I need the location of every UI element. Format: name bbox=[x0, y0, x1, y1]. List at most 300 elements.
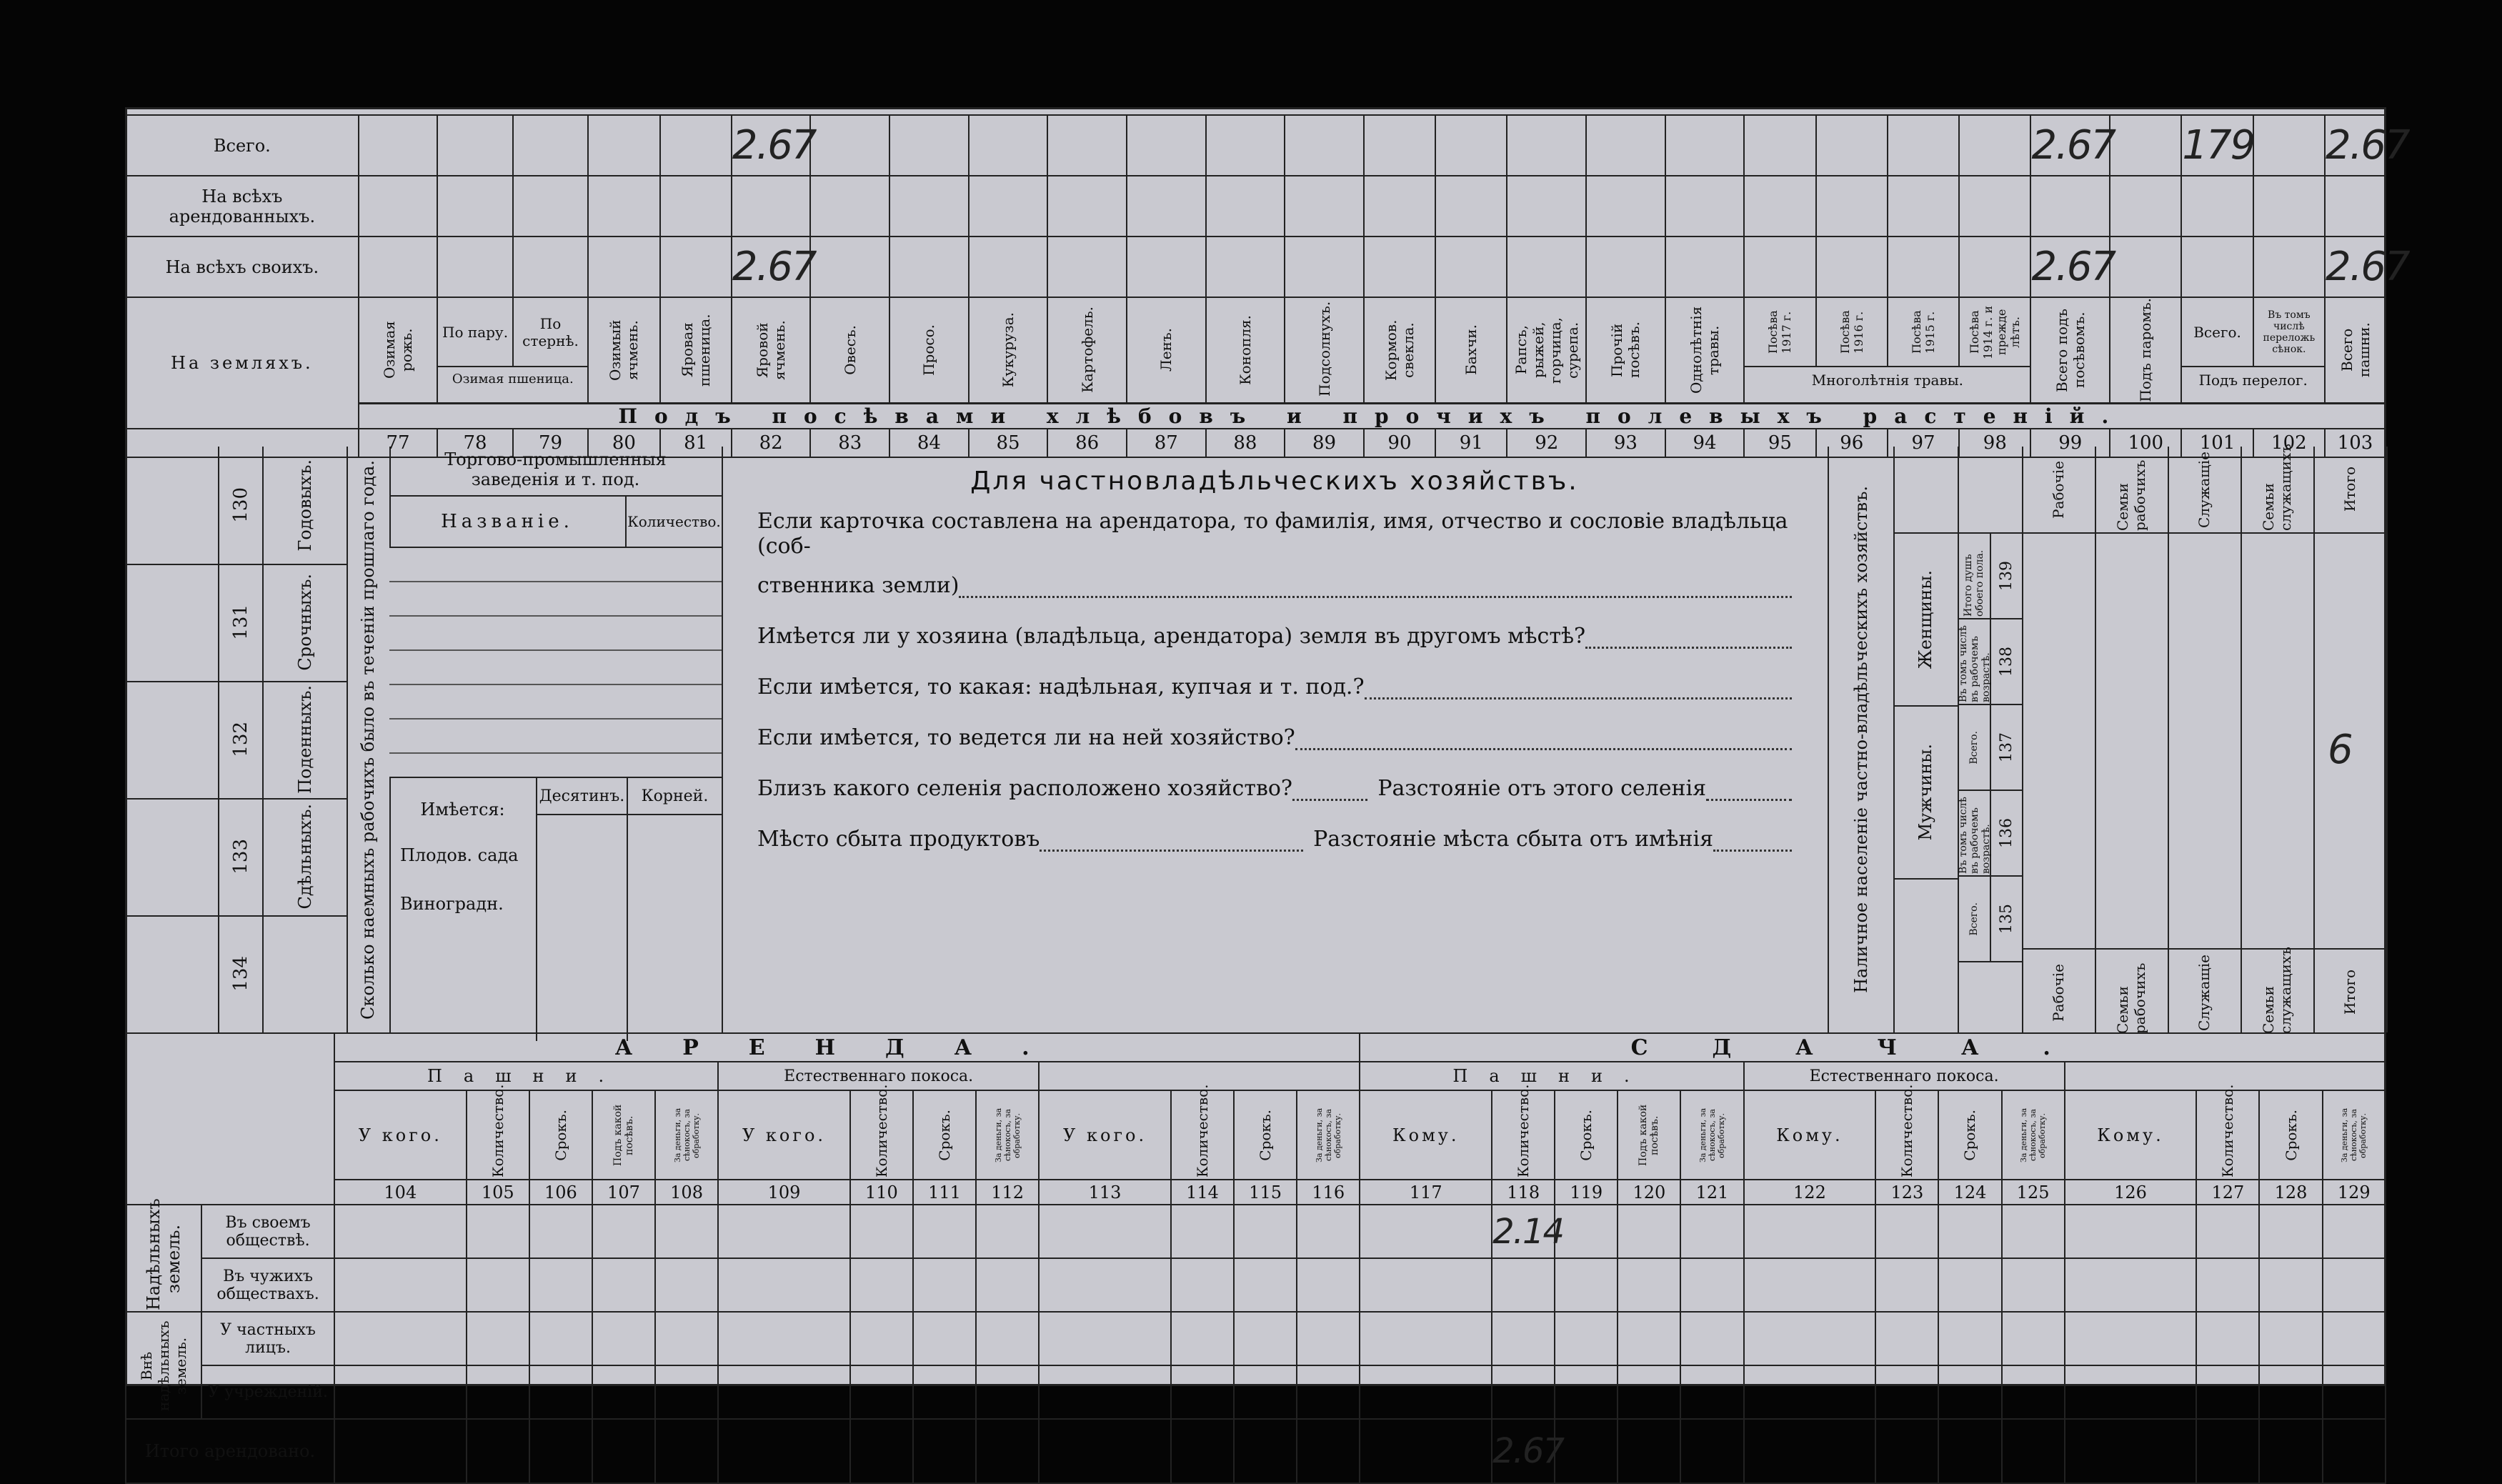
q1a: Если карточка составлена на арендатора, то фамилія, имя, отчество и сословіе владѣльца (соб- bbox=[757, 509, 1788, 559]
lease-table bbox=[125, 1032, 2386, 1484]
lease-cell bbox=[592, 1312, 655, 1365]
hired-col-label: Срочныхъ. bbox=[295, 574, 315, 671]
cell-r2-c0 bbox=[359, 236, 438, 297]
cell-r0-c4 bbox=[660, 115, 732, 176]
lease-cell bbox=[2323, 1258, 2386, 1312]
col-number: 100 bbox=[2110, 429, 2181, 457]
who-header: Кому. bbox=[1360, 1090, 1492, 1180]
lease-cell bbox=[592, 1205, 655, 1258]
col-label-87: Ленъ. bbox=[1157, 328, 1175, 372]
korney-header: Корней. bbox=[628, 778, 722, 815]
cell-r0-c15 bbox=[1507, 115, 1586, 176]
col-label-97: Посѣва 1915 г. bbox=[1910, 310, 1938, 354]
qty-header: Количество. bbox=[489, 1083, 507, 1177]
vineyard-label: Виноградн. bbox=[400, 894, 504, 914]
cell-r2-c17 bbox=[1665, 236, 1745, 297]
col-number: 105 bbox=[467, 1180, 529, 1205]
lease-cell bbox=[2065, 1419, 2197, 1483]
col-label-94: Однолѣтнія травы. bbox=[1687, 306, 1722, 394]
row-label-2: На всѣхъ своихъ. bbox=[126, 236, 359, 297]
lease-cell bbox=[718, 1312, 850, 1365]
cell-r2-c24 bbox=[2181, 236, 2253, 297]
col-number: 81 bbox=[660, 429, 732, 457]
col-number: 89 bbox=[1285, 429, 1364, 457]
lease-cell bbox=[2196, 1258, 2259, 1312]
lease-cell bbox=[1171, 1258, 1234, 1312]
payment-header: За деньги, за сѣнокосъ, за обработку. bbox=[2019, 1107, 2048, 1162]
who-header: У кого. bbox=[334, 1090, 467, 1180]
col-number: 124 bbox=[1938, 1180, 2001, 1205]
lease-cell bbox=[1744, 1205, 1876, 1258]
col-number: 90 bbox=[1364, 429, 1435, 457]
col-number: 121 bbox=[1680, 1180, 1743, 1205]
q5b: Разстояніе отъ этого селенія bbox=[1377, 776, 1706, 801]
lease-cell bbox=[1171, 1365, 1234, 1419]
col-number: 126 bbox=[2065, 1180, 2197, 1205]
cell-r0-c18 bbox=[1744, 115, 1815, 176]
lease-row-label: Въ чужихъ обществахъ. bbox=[201, 1258, 334, 1312]
term-header: Срокъ. bbox=[552, 1109, 569, 1161]
pop-label: Въ томъ числѣ въ рабочемъ возрастѣ. bbox=[1958, 625, 1992, 702]
qty-header: Количество. bbox=[872, 1083, 890, 1177]
lease-cell bbox=[1618, 1312, 1680, 1365]
qty-header: Количество. bbox=[1515, 1083, 1532, 1177]
lease-cell bbox=[1234, 1258, 1297, 1312]
staff-col-label-top: Рабочіе bbox=[2050, 460, 2067, 519]
lease-cell bbox=[1555, 1419, 1618, 1483]
lease-cell bbox=[913, 1205, 976, 1258]
lease-cell bbox=[467, 1365, 529, 1419]
cell-r1-c24 bbox=[2181, 176, 2253, 236]
sdacha-header: СДАЧА. bbox=[1360, 1033, 2386, 1062]
payment-header: За деньги, за сѣнокосъ, за обработку. bbox=[2340, 1107, 2368, 1162]
cell-r0-c2 bbox=[513, 115, 588, 176]
lease-row-label: У учрежденій. bbox=[201, 1365, 334, 1419]
cell-r1-c17 bbox=[1665, 176, 1745, 236]
cell-r2-c15 bbox=[1507, 236, 1586, 297]
lease-cell bbox=[334, 1419, 467, 1483]
trade-rows bbox=[389, 548, 722, 778]
lease-cell bbox=[2259, 1419, 2322, 1483]
lease-cell bbox=[913, 1312, 976, 1365]
q1b: ственника земли) bbox=[757, 573, 960, 598]
lease-cell bbox=[1297, 1365, 1360, 1419]
lease-cell bbox=[1171, 1419, 1234, 1483]
col-number: 113 bbox=[1039, 1180, 1171, 1205]
q6b: Разстояніе мѣста сбыта отъ имѣнія bbox=[1313, 827, 1713, 852]
cell-r2-c19 bbox=[1816, 236, 1888, 297]
col-number: 128 bbox=[2259, 1180, 2322, 1205]
lease-cell bbox=[1555, 1258, 1618, 1312]
staff-col-label-top: Семьи рабочихъ bbox=[2114, 459, 2148, 531]
lease-cell bbox=[1039, 1258, 1171, 1312]
cell-r2-c22 bbox=[2030, 236, 2115, 297]
pokos-header: Естественнаго покоса. bbox=[718, 1062, 1039, 1090]
lease-cell bbox=[1297, 1205, 1360, 1258]
cell-r2-c2 bbox=[513, 236, 588, 297]
col-number: 101 bbox=[2181, 429, 2253, 457]
trade-qty-header: Количество. bbox=[627, 513, 721, 530]
cell-r1-c19 bbox=[1816, 176, 1888, 236]
col-number: 103 bbox=[2325, 429, 2386, 457]
lease-cell bbox=[2323, 1365, 2386, 1419]
col-number: 86 bbox=[1047, 429, 1127, 457]
lease-cell bbox=[1039, 1419, 1171, 1483]
col-number: 114 bbox=[1171, 1180, 1234, 1205]
col-number: 92 bbox=[1507, 429, 1586, 457]
lease-cell bbox=[2065, 1365, 2197, 1419]
lease-cell bbox=[1492, 1365, 1555, 1419]
handwritten-value: 2.67 bbox=[2031, 244, 2115, 290]
cell-r1-c20 bbox=[1888, 176, 1959, 236]
lease-cell bbox=[467, 1419, 529, 1483]
col-number: 85 bbox=[969, 429, 1048, 457]
lease-cell bbox=[1234, 1205, 1297, 1258]
col-label-100: Подъ паромъ. bbox=[2137, 298, 2155, 402]
col-number: 91 bbox=[1435, 429, 1507, 457]
staff-col bbox=[2313, 447, 2388, 1032]
who-header: Кому. bbox=[1744, 1090, 1876, 1180]
lease-cell bbox=[1555, 1205, 1618, 1258]
lease-cell bbox=[976, 1312, 1039, 1365]
men-label: Мужчины. bbox=[1915, 744, 1935, 841]
cell-r1-c10 bbox=[1127, 176, 1206, 236]
garden-label: Плодов. сада bbox=[400, 845, 519, 865]
lease-cell bbox=[976, 1365, 1039, 1419]
col-number: 102 bbox=[2253, 429, 2325, 457]
col-label-79: По стернѣ. bbox=[522, 314, 579, 349]
lease-cell bbox=[1234, 1365, 1297, 1419]
lease-cell bbox=[1744, 1258, 1876, 1312]
lease-cell bbox=[1744, 1419, 1876, 1483]
vne-label: Внѣ надѣльныхъ земель. bbox=[138, 1320, 190, 1411]
term-header: Срокъ. bbox=[936, 1109, 954, 1161]
cell-r2-c13 bbox=[1364, 236, 1435, 297]
col-label-86: Картофель. bbox=[1078, 307, 1096, 394]
cell-r0-c22 bbox=[2030, 115, 2115, 176]
cell-r2-c18 bbox=[1744, 236, 1815, 297]
cell-r2-c1 bbox=[437, 236, 512, 297]
payment-header: За деньги, за сѣнокосъ, за обработку. bbox=[672, 1107, 701, 1162]
lease-cell bbox=[2323, 1419, 2386, 1483]
col-number: 125 bbox=[2002, 1180, 2065, 1205]
cell-r1-c22 bbox=[2030, 176, 2110, 236]
lease-cell bbox=[1938, 1205, 2001, 1258]
lease-cell bbox=[913, 1258, 976, 1312]
lease-cell bbox=[1297, 1419, 1360, 1483]
q2: Имѣется ли у хозяина (владѣльца, арендатора) земля въ другомъ мѣстѣ? bbox=[757, 624, 1586, 649]
q4: Если имѣется, то ведется ли на ней хозяйство? bbox=[757, 725, 1295, 750]
col-label-89: Подсолнухъ. bbox=[1315, 301, 1333, 397]
staff-col bbox=[2168, 447, 2242, 1032]
lease-cell bbox=[850, 1258, 913, 1312]
hired-label: Сколько наемныхъ рабочихъ было въ теченіи прошлаго года. bbox=[347, 447, 391, 1032]
cell-r1-c25 bbox=[2253, 176, 2325, 236]
pop-label: Всего. bbox=[1968, 730, 1980, 765]
cell-r1-c13 bbox=[1364, 176, 1435, 236]
who-header: Кому. bbox=[2065, 1090, 2197, 1180]
lease-cell bbox=[334, 1312, 467, 1365]
lease-cell bbox=[2196, 1312, 2259, 1365]
hired-row-132 bbox=[125, 681, 347, 800]
desyatin-header: Десятинъ. bbox=[537, 778, 627, 815]
lease-cell bbox=[1938, 1258, 2001, 1312]
cell-r1-c14 bbox=[1435, 176, 1507, 236]
staff-col bbox=[2095, 447, 2169, 1032]
lease-cell bbox=[1360, 1419, 1492, 1483]
col-number: 83 bbox=[810, 429, 889, 457]
pop-number: 139 bbox=[1998, 561, 2015, 591]
row-label-total: Итого арендовано. bbox=[126, 1419, 334, 1483]
col-label-103: Всего пашни. bbox=[2338, 322, 2373, 378]
lease-cell bbox=[718, 1205, 850, 1258]
col-label-77: Озимая рожь. bbox=[381, 321, 416, 379]
lease-cell bbox=[655, 1365, 718, 1419]
term-header: Срокъ. bbox=[1257, 1109, 1275, 1161]
lease-cell bbox=[1039, 1205, 1171, 1258]
term-header: Срокъ. bbox=[2282, 1109, 2300, 1161]
lease-cell bbox=[1875, 1312, 1938, 1365]
hired-col-number: 133 bbox=[230, 839, 251, 875]
perennial-label: Многолѣтнія травы. bbox=[1811, 372, 1963, 389]
staff-col-label-bottom: Семьи рабочихъ bbox=[2114, 962, 2148, 1034]
cell-r0-c3 bbox=[588, 115, 659, 176]
cell-r0-c23 bbox=[2110, 115, 2181, 176]
col-number: 82 bbox=[732, 429, 811, 457]
lease-cell bbox=[655, 1419, 718, 1483]
lease-cell bbox=[2196, 1205, 2259, 1258]
col-number: 104 bbox=[334, 1180, 467, 1205]
lease-cell bbox=[1744, 1365, 1876, 1419]
lease-cell bbox=[1039, 1365, 1171, 1419]
hired-col-label: Годовыхъ. bbox=[295, 459, 315, 552]
cell-r0-c16 bbox=[1586, 115, 1665, 176]
col-label-84: Просо. bbox=[920, 324, 938, 376]
staff-col-label-bottom: Семьи служащихъ bbox=[2260, 946, 2294, 1034]
cell-r1-c2 bbox=[513, 176, 588, 236]
lease-cell bbox=[850, 1365, 913, 1419]
arenda-header: АРЕНДА. bbox=[334, 1033, 1360, 1062]
lease-cell bbox=[655, 1205, 718, 1258]
lease-cell bbox=[334, 1365, 467, 1419]
cell-r1-c9 bbox=[1047, 176, 1127, 236]
col-number: 88 bbox=[1206, 429, 1285, 457]
lease-cell bbox=[976, 1419, 1039, 1483]
col-label-82: Яровой ячмень. bbox=[754, 319, 789, 380]
col-number: 99 bbox=[2030, 429, 2110, 457]
pashni-header: Пашни. bbox=[1360, 1062, 1743, 1090]
col-number: 112 bbox=[976, 1180, 1039, 1205]
lease-cell bbox=[850, 1419, 913, 1483]
lease-cell bbox=[1234, 1419, 1297, 1483]
col-number: 110 bbox=[850, 1180, 913, 1205]
col-number: 129 bbox=[2323, 1180, 2386, 1205]
hired-col-number: 130 bbox=[230, 487, 251, 523]
cell-r0-c17 bbox=[1665, 115, 1745, 176]
lease-cell bbox=[1555, 1312, 1618, 1365]
q5a: Близъ какого селенія расположено хозяйство? bbox=[757, 776, 1292, 801]
cell-r0-c21 bbox=[1959, 115, 2030, 176]
cell-r2-c10 bbox=[1127, 236, 1206, 297]
lease-cell bbox=[2259, 1205, 2322, 1258]
col-number: 119 bbox=[1555, 1180, 1618, 1205]
cell-r1-c7 bbox=[889, 176, 969, 236]
lease-cell bbox=[1297, 1258, 1360, 1312]
col-label-96: Посѣва 1916 г. bbox=[1838, 310, 1865, 354]
staff-col-label-top: Служащіе bbox=[2196, 451, 2213, 528]
staff-col-label-bottom: Служащіе bbox=[2196, 954, 2213, 1031]
col-number: 117 bbox=[1360, 1180, 1492, 1205]
census-card bbox=[125, 107, 2409, 1471]
col-number: 109 bbox=[718, 1180, 850, 1205]
perelog-label: Подъ перелог. bbox=[2198, 372, 2308, 389]
trade-name-header: Названіе. bbox=[389, 497, 627, 547]
lease-cell bbox=[1171, 1312, 1234, 1365]
cell-r2-c5 bbox=[732, 236, 816, 297]
population-grid bbox=[1893, 447, 2023, 1032]
pop-number: 137 bbox=[1998, 732, 2015, 762]
col-label-83: Овесъ. bbox=[841, 324, 859, 375]
handwritten-value: 2.67 bbox=[2326, 122, 2409, 169]
lease-cell bbox=[2065, 1258, 2197, 1312]
cell-r1-c5 bbox=[732, 176, 811, 236]
row-label-3: На земляхъ. bbox=[126, 297, 359, 429]
lease-cell bbox=[1680, 1419, 1743, 1483]
col-number: 116 bbox=[1297, 1180, 1360, 1205]
col-label-85: Кукуруза. bbox=[1000, 312, 1017, 388]
row-label-1: На всѣхъ арендованныхъ. bbox=[126, 176, 359, 236]
lease-row-label: Въ своемъ обществѣ. bbox=[201, 1205, 334, 1258]
hired-col-label: Сдѣльныхъ. bbox=[295, 804, 315, 910]
lease-cell bbox=[1938, 1365, 2001, 1419]
cell-r1-c18 bbox=[1744, 176, 1815, 236]
cell-r0-c12 bbox=[1285, 115, 1364, 176]
col-number: 87 bbox=[1127, 429, 1206, 457]
cell-r2-c7 bbox=[889, 236, 969, 297]
lease-cell bbox=[850, 1205, 913, 1258]
lease-cell bbox=[1680, 1205, 1743, 1258]
lease-cell bbox=[1875, 1365, 1938, 1419]
col-number: 80 bbox=[588, 429, 659, 457]
lease-cell bbox=[1360, 1312, 1492, 1365]
cell-r2-c20 bbox=[1888, 236, 1959, 297]
staff-col-label-top: Семьи служащихъ bbox=[2260, 443, 2294, 531]
cell-r0-c20 bbox=[1888, 115, 1959, 176]
cell-r0-c13 bbox=[1364, 115, 1435, 176]
nadel-label: Надѣльныхъ земель. bbox=[144, 1197, 184, 1310]
col-label-78: По пару. bbox=[438, 298, 513, 366]
qty-header: Количество. bbox=[1193, 1083, 1211, 1177]
lease-cell bbox=[1360, 1258, 1492, 1312]
col-number: 108 bbox=[655, 1180, 718, 1205]
private-estates-block bbox=[722, 447, 1829, 1032]
col-label-101: Всего. bbox=[2182, 298, 2253, 366]
qty-header: Количество. bbox=[1898, 1083, 1916, 1177]
col-number: 115 bbox=[1234, 1180, 1297, 1205]
lease-cell bbox=[592, 1365, 655, 1419]
col-number: 98 bbox=[1959, 429, 2030, 457]
lease-cell bbox=[592, 1419, 655, 1483]
lease-cell bbox=[1618, 1205, 1680, 1258]
lease-cell bbox=[529, 1258, 592, 1312]
lease-cell bbox=[529, 1419, 592, 1483]
lease-cell bbox=[1234, 1312, 1297, 1365]
lease-cell bbox=[2323, 1205, 2386, 1258]
col-label-95: Посѣва 1917 г. bbox=[1766, 310, 1794, 354]
who-header: У кого. bbox=[1039, 1090, 1171, 1180]
q3: Если имѣется, то какая: надѣльная, купчая и т. под.? bbox=[757, 674, 1365, 699]
qty-header: Количество. bbox=[2219, 1083, 2237, 1177]
hired-row-130 bbox=[125, 447, 347, 565]
staff-col-label-top: Итого bbox=[2341, 467, 2358, 512]
lease-cell bbox=[2002, 1205, 2065, 1258]
pop-label: Всего. bbox=[1968, 902, 1980, 936]
col-number: 84 bbox=[889, 429, 969, 457]
pop-label: Итого душъ обоего пола. bbox=[1962, 549, 1985, 617]
cell-r2-c8 bbox=[969, 236, 1048, 297]
lease-cell bbox=[1171, 1205, 1234, 1258]
hired-row-131 bbox=[125, 564, 347, 682]
lease-cell bbox=[850, 1312, 913, 1365]
lease-row-label: У частныхъ лицъ. bbox=[201, 1312, 334, 1365]
lease-cell bbox=[2002, 1258, 2065, 1312]
hired-col-number: 132 bbox=[230, 722, 251, 757]
cell-r0-c25 bbox=[2253, 115, 2325, 176]
col-number: 106 bbox=[529, 1180, 592, 1205]
lease-cell bbox=[1492, 1312, 1555, 1365]
cell-r2-c21 bbox=[1959, 236, 2030, 297]
women-label: Женщины. bbox=[1915, 569, 1935, 669]
cell-r2-c6 bbox=[810, 236, 889, 297]
lease-cell bbox=[718, 1419, 850, 1483]
lease-cell bbox=[1875, 1205, 1938, 1258]
lease-cell bbox=[655, 1258, 718, 1312]
lease-cell bbox=[1360, 1365, 1492, 1419]
cell-r1-c0 bbox=[359, 176, 438, 236]
lease-cell bbox=[1938, 1312, 2001, 1365]
has-label: Имѣется: bbox=[420, 800, 505, 820]
private-title: Для частновладѣльческихъ хозяйствъ. bbox=[970, 467, 1579, 496]
cell-r1-c11 bbox=[1206, 176, 1285, 236]
lease-cell bbox=[2065, 1205, 2197, 1258]
crop-header: Подъ какой посѣвъ. bbox=[1638, 1104, 1661, 1166]
cell-r0-c11 bbox=[1206, 115, 1285, 176]
lease-cell bbox=[976, 1258, 1039, 1312]
crop-banner: Подъ посѣвами хлѣбовъ и прочихъ полевыхъ растеній. bbox=[359, 403, 2386, 429]
handwritten-value: 2.67 bbox=[2326, 244, 2409, 290]
pashni-header: Пашни. bbox=[334, 1062, 718, 1090]
cell-r1-c3 bbox=[588, 176, 659, 236]
lease-cell bbox=[1555, 1365, 1618, 1419]
lease-cell bbox=[1680, 1258, 1743, 1312]
hired-col-number: 134 bbox=[230, 956, 251, 992]
col-number: 122 bbox=[1744, 1180, 1876, 1205]
lease-cell bbox=[1492, 1419, 1564, 1483]
cell-r2-c14 bbox=[1435, 236, 1507, 297]
lease-cell bbox=[1744, 1312, 1876, 1365]
col-label-92: Рапсъ, рыжей, горчица, сурепа. bbox=[1512, 317, 1581, 384]
lease-cell bbox=[529, 1312, 592, 1365]
lease-cell bbox=[1039, 1312, 1171, 1365]
col-label-91: Бахчи. bbox=[1462, 324, 1480, 376]
cell-r2-c12 bbox=[1285, 236, 1364, 297]
cell-r0-c19 bbox=[1816, 115, 1888, 176]
lease-cell bbox=[1875, 1258, 1938, 1312]
cell-r1-c4 bbox=[660, 176, 732, 236]
lease-cell bbox=[1360, 1205, 1492, 1258]
col-label-80: Озимый ячмень. bbox=[607, 319, 642, 381]
lease-cell bbox=[913, 1419, 976, 1483]
